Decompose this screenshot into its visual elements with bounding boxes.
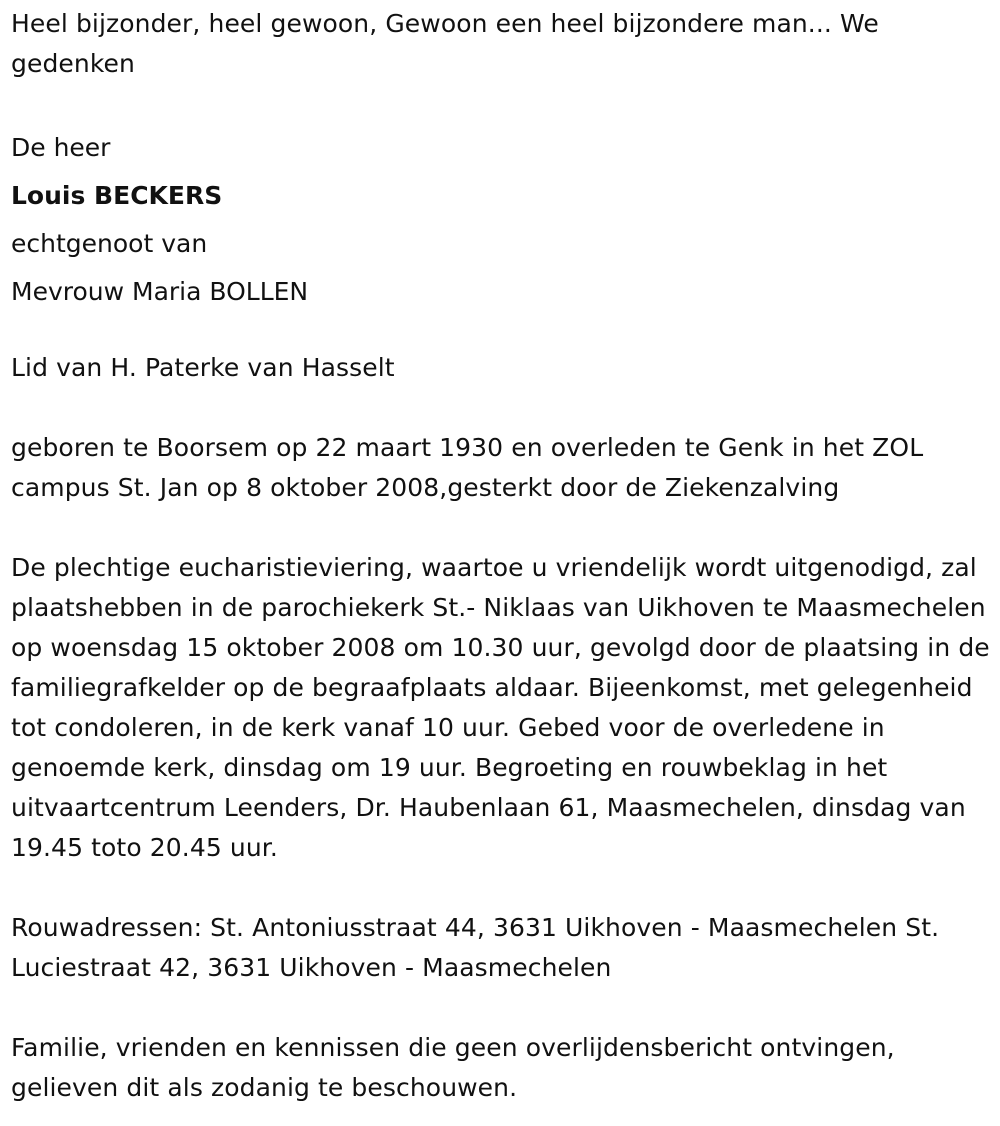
spacer xyxy=(11,388,991,428)
spacer xyxy=(11,988,991,1028)
membership-text: Lid van H. Paterke van Hasselt xyxy=(11,353,395,382)
spacer xyxy=(11,316,991,348)
spacer xyxy=(11,508,991,548)
birth-death-text: geboren te Boorsem op 22 maart 1930 en overleden te Genk in het ZOL campus St. Jan op 8 oktober 2008,gesterkt door de Ziekenzalving xyxy=(11,433,924,502)
honorific: De heer xyxy=(11,133,111,162)
closing-text: Familie, vrienden en kennissen die geen overlijdensbericht ontvingen, gelieven dit als zodanig te beschouwen. xyxy=(11,1033,895,1102)
spacer xyxy=(11,868,991,908)
intro-text: Heel bijzonder, heel gewoon, Gewoon een heel bijzondere man... We gedenken xyxy=(11,9,879,78)
obituary-document xyxy=(11,4,991,1108)
addresses-text: Rouwadressen: St. Antoniusstraat 44, 3631 Uikhoven - Maasmechelen St. Luciestraat 42, 3631 Uikhoven - Maasmechelen xyxy=(11,913,940,982)
spouse-name: Mevrouw Maria BOLLEN xyxy=(11,277,309,306)
relation-text: echtgenoot van xyxy=(11,229,208,258)
spacer xyxy=(11,84,991,124)
ceremony-text: De plechtige eucharistieviering, waartoe u vriendelijk wordt uitgenodigd, zal plaatshebben in de parochiekerk St.- Niklaas van Uikhoven te Maasmechelen op woensdag 15 oktober 2008 om 10.30 uur, gevolgd door de plaatsing in de familiegrafkelder op de begraafplaats aldaar. Bijeenkomst, met gelegenheid tot condoleren, in de kerk vanaf 10 uur. Gebed voor de overledene in genoemde kerk, dinsdag om 19 uur. Begroeting en rouwbeklag in het uitvaartcentrum Leenders, Dr. Haubenlaan 61, Maasmechelen, dinsdag van 19.45 toto 20.45 uur. xyxy=(11,553,990,862)
deceased-name: Louis BECKERS xyxy=(11,181,223,210)
